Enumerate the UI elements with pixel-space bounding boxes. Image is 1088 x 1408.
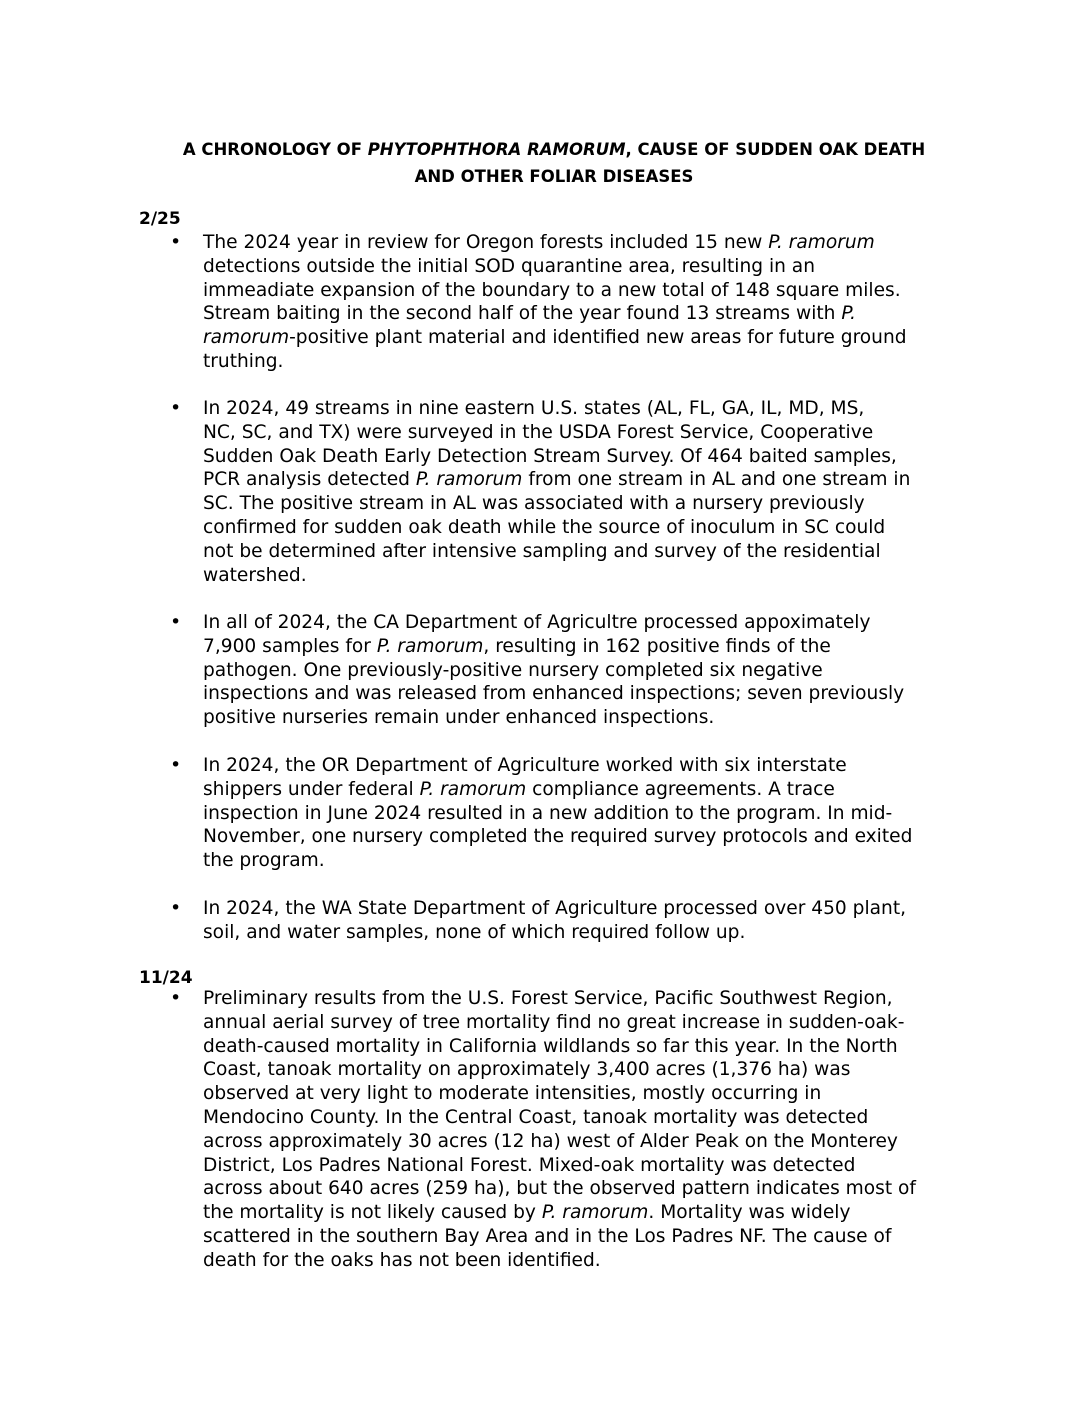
list-item-text-line [203, 778, 835, 802]
bullet-icon: • [170, 897, 182, 919]
bullet-icon: • [170, 987, 182, 1009]
document-title [140, 136, 968, 190]
text-segment: across approximately 30 acres (12 ha) west of Alder Peak on the Monterey [203, 1130, 898, 1152]
list-item-text-line [203, 897, 906, 921]
list-item-text-line [203, 1035, 898, 1059]
text-segment: positive nurseries remain under enhanced inspections. [203, 707, 715, 729]
list-item-text-line [203, 231, 875, 255]
list-item-text-line [203, 302, 856, 326]
species-name: P. ramorum [415, 469, 523, 491]
list-item-text-line [203, 564, 307, 588]
list-item-text-line [203, 1058, 850, 1082]
text-segment: scattered in the southern Bay Area and in the Los Padres NF. The cause of [203, 1226, 892, 1247]
text-segment: PCR analysis detected [203, 469, 416, 491]
text-segment: Coast, tanoak mortality on approximately 3,400 acres (1,376 ha) was [203, 1059, 851, 1081]
text-segment: from one stream in AL and one stream in [522, 469, 911, 491]
text-segment: -positive plant material and identified new areas for future ground [289, 327, 907, 349]
title-line-1 [140, 136, 968, 163]
list-item-text-line [203, 468, 910, 492]
text-segment: SC. The positive stream in AL was associated with a nursery previously [203, 493, 865, 515]
text-segment: November, one nursery completed the required survey protocols and exited [203, 826, 913, 848]
list-item-text-line [203, 540, 881, 564]
text-segment: the program. [203, 850, 325, 872]
list-item-text-line [203, 987, 893, 1011]
list-item-text-line [203, 706, 714, 730]
bullet-icon: • [170, 231, 182, 253]
text-segment: District, Los Padres National Forest. Mixed-oak mortality was detected [203, 1154, 856, 1176]
text-segment: annual aerial survey of tree mortality find no great increase in sudden-oak- [203, 1011, 905, 1033]
text-segment: . Mortality was widely [648, 1202, 851, 1224]
text-segment: detections outside the initial SOD quarantine area, resulting in an [203, 255, 815, 277]
list-item-text-line [203, 1130, 898, 1154]
list-item-text-line [203, 492, 865, 516]
text-segment: In 2024, the WA State Department of Agriculture processed over 450 plant, [203, 898, 907, 919]
text-segment: Stream baiting in the second half of the year found 13 streams with [203, 303, 842, 325]
list-item-text-line [203, 1249, 601, 1273]
title-text-post: , CAUSE OF SUDDEN OAK DEATH [625, 140, 926, 159]
bullet-icon: • [170, 754, 182, 776]
text-segment: truthing. [203, 351, 284, 372]
title-text-pre: A CHRONOLOGY OF [182, 140, 368, 159]
text-segment: In all of 2024, the CA Department of Agricultre processed appoximately [203, 612, 871, 633]
list-item-text-line [203, 921, 745, 945]
list-item-text-line [203, 825, 912, 849]
list-item-text-line [203, 1082, 821, 1106]
title-species-name: PHYTOPHTHORA RAMORUM [367, 140, 626, 159]
species-name: P. ramorum [419, 778, 527, 800]
section-date: 2/25 [139, 209, 181, 229]
text-segment: inspection in June 2024 resulted in a new addition to the program. In mid- [203, 802, 893, 824]
list-item-text-line [203, 397, 864, 421]
text-segment: watershed. [203, 564, 307, 586]
text-segment: death for the oaks has not been identified. [203, 1249, 601, 1271]
bullet-icon: • [170, 397, 182, 419]
list-item-text-line [203, 326, 907, 350]
species-name: P. [841, 303, 856, 325]
text-segment: Mendocino County. In the Central Coast, tanoak mortality was detected [203, 1107, 869, 1128]
list-item-text-line [203, 754, 847, 778]
list-item-text-line [203, 1106, 868, 1130]
list-item-text-line [203, 1154, 855, 1178]
list-item-text-line [203, 611, 870, 635]
text-segment: The 2024 year in review for Oregon forests included 15 new [203, 232, 769, 253]
list-item-text-line [203, 279, 901, 303]
list-item-text-line [203, 659, 823, 683]
text-segment: NC, SC, and TX) were surveyed in the USDA Forest Service, Cooperative [203, 421, 874, 443]
text-segment: Sudden Oak Death Early Detection Stream Survey. Of 464 baited samples, [203, 445, 897, 467]
list-item-text-line [203, 445, 897, 469]
text-segment: not be determined after intensive sampling and survey of the residential [203, 540, 881, 562]
list-item-text-line [203, 1177, 916, 1201]
list-item-text-line [203, 516, 885, 540]
text-segment: immeadiate expansion of the boundary to a new total of 148 square miles. [203, 279, 901, 301]
species-name: ramorum [203, 327, 290, 349]
text-segment: , resulting in 162 positive finds of the [483, 635, 831, 657]
species-name: P. ramorum [768, 232, 875, 253]
list-item-text-line [203, 1225, 891, 1249]
text-segment: shippers under federal [203, 778, 420, 800]
list-item-text-line [203, 635, 831, 659]
section-date: 11/24 [139, 968, 193, 988]
text-segment: the mortality is not likely caused by [203, 1202, 542, 1224]
list-item-text-line [203, 849, 325, 873]
species-name: P. ramorum [541, 1202, 649, 1224]
text-segment: In 2024, 49 streams in nine eastern U.S. states (AL, FL, GA, IL, MD, MS, [203, 398, 865, 419]
text-segment: soil, and water samples, none of which required follow up. [203, 921, 746, 943]
text-segment: 7,900 samples for [203, 635, 377, 657]
text-segment: Preliminary results from the U.S. Forest Service, Pacific Southwest Region, [203, 988, 893, 1009]
text-segment: confirmed for sudden oak death while the source of inoculum in SC could [203, 517, 886, 538]
list-item-text-line [203, 682, 904, 706]
species-name: P. ramorum [376, 635, 484, 657]
text-segment: inspections and was released from enhanced inspections; seven previously [203, 683, 905, 705]
text-segment: across about 640 acres (259 ha), but the observed pattern indicates most of [203, 1178, 916, 1200]
list-item-text-line [203, 255, 815, 279]
bullet-icon: • [170, 611, 182, 633]
text-segment: compliance agreements. A trace [526, 778, 835, 800]
list-item-text-line [203, 1011, 904, 1035]
list-item-text-line [203, 350, 283, 374]
list-item-text-line [203, 421, 873, 445]
list-item-text-line [203, 802, 892, 826]
text-segment: observed at very light to moderate intensities, mostly occurring in [203, 1083, 822, 1105]
title-line-2: AND OTHER FOLIAR DISEASES [414, 167, 694, 186]
text-segment: pathogen. One previously-positive nursery completed six negative [203, 659, 823, 681]
text-segment: death-caused mortality in California wildlands so far this year. In the North [203, 1035, 898, 1057]
text-segment: In 2024, the OR Department of Agriculture worked with six interstate [203, 755, 847, 776]
list-item-text-line [203, 1201, 850, 1225]
